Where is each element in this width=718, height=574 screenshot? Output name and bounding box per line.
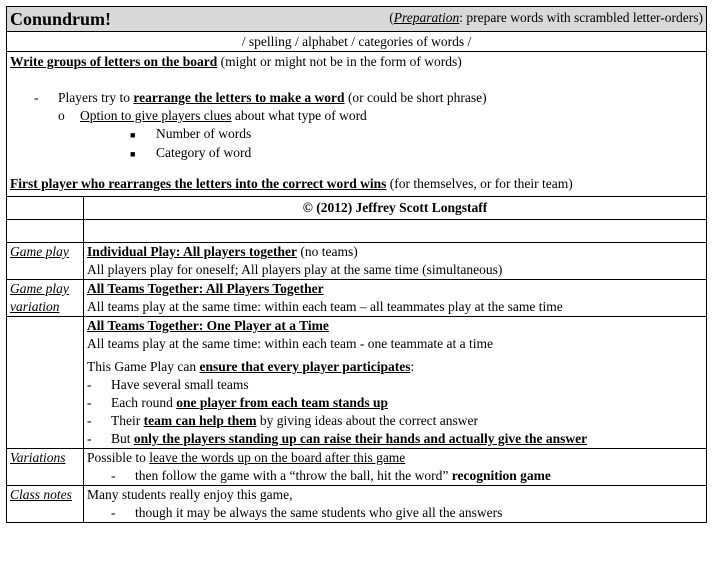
- list-item: - Players try to rearrange the letters to make a word (or could be short phrase): [34, 90, 487, 105]
- worksheet: [6, 6, 706, 523]
- table-row: Variations Possible to leave the words up on the board after this game - then follow the game with a “throw the ball, hit the word” recognition game: [7, 448, 707, 485]
- row-label-variation: Game play variation: [7, 279, 84, 316]
- row-label-class-notes: Class notes: [7, 485, 84, 522]
- list-item: - Their team can help them by giving ideas about the correct answer: [87, 412, 479, 428]
- list-item: - Each round one player from each team stands up: [87, 394, 388, 410]
- table-row: Class notes Many students really enjoy this game, - though it may be always the same students who give all the answers: [7, 485, 707, 522]
- copyright-text: © (2012) Jeffrey Scott Longstaff: [84, 196, 707, 219]
- tags-row: [7, 32, 707, 52]
- activity-table: [6, 6, 707, 523]
- list-item: - then follow the game with a “throw the ball, hit the word” recognition game: [111, 467, 551, 483]
- list-item: ■ Category of word: [130, 144, 252, 160]
- table-row: Game play Individual Play: All players together (no teams) All players play for oneself; All players play at the same time (simultaneous): [7, 242, 707, 279]
- list-item: - But only the players standing up can raise their hands and actually give the answer: [87, 430, 588, 446]
- title-row: [7, 7, 707, 32]
- win-condition: First player who rearranges the letters into the correct word wins (for themselves, or for their team): [10, 175, 573, 191]
- table-row: All Teams Together: One Player at a Time All teams play at the same time: within each team - one teammate at a time This Game Play can ensure that every player participates: - Have several small teams - Each round one player from each team stands up - Their team can help them by giving ideas about the correct answer - But only the players standing up can raise their hands and actually give the answer: [7, 316, 707, 448]
- list-item: o Option to give players clues about what type of word: [58, 108, 367, 123]
- activity-title: Conundrum!: [10, 9, 112, 29]
- list-item: - though it may be always the same students who give all the answers: [111, 504, 503, 520]
- intro-row: [7, 52, 707, 197]
- category-tags: / spelling / alphabet / categories of words /: [7, 32, 707, 52]
- row-label-game-play: Game play: [7, 242, 84, 279]
- intro-line: Write groups of letters on the board (might or might not be in the form of words): [10, 54, 462, 69]
- list-item: ■ Number of words: [130, 126, 252, 141]
- copyright-row: [7, 196, 707, 219]
- preparation-note: (Preparation: prepare words with scrambled letter-orders): [389, 10, 704, 25]
- list-item: - Have several small teams: [87, 376, 249, 392]
- table-row: Game play variation All Teams Together: All Players Together All teams play at the same time: within each team – all teammates play at the same time: [7, 279, 707, 316]
- row-label-variations: Variations: [7, 448, 84, 485]
- blank-row: [7, 219, 707, 242]
